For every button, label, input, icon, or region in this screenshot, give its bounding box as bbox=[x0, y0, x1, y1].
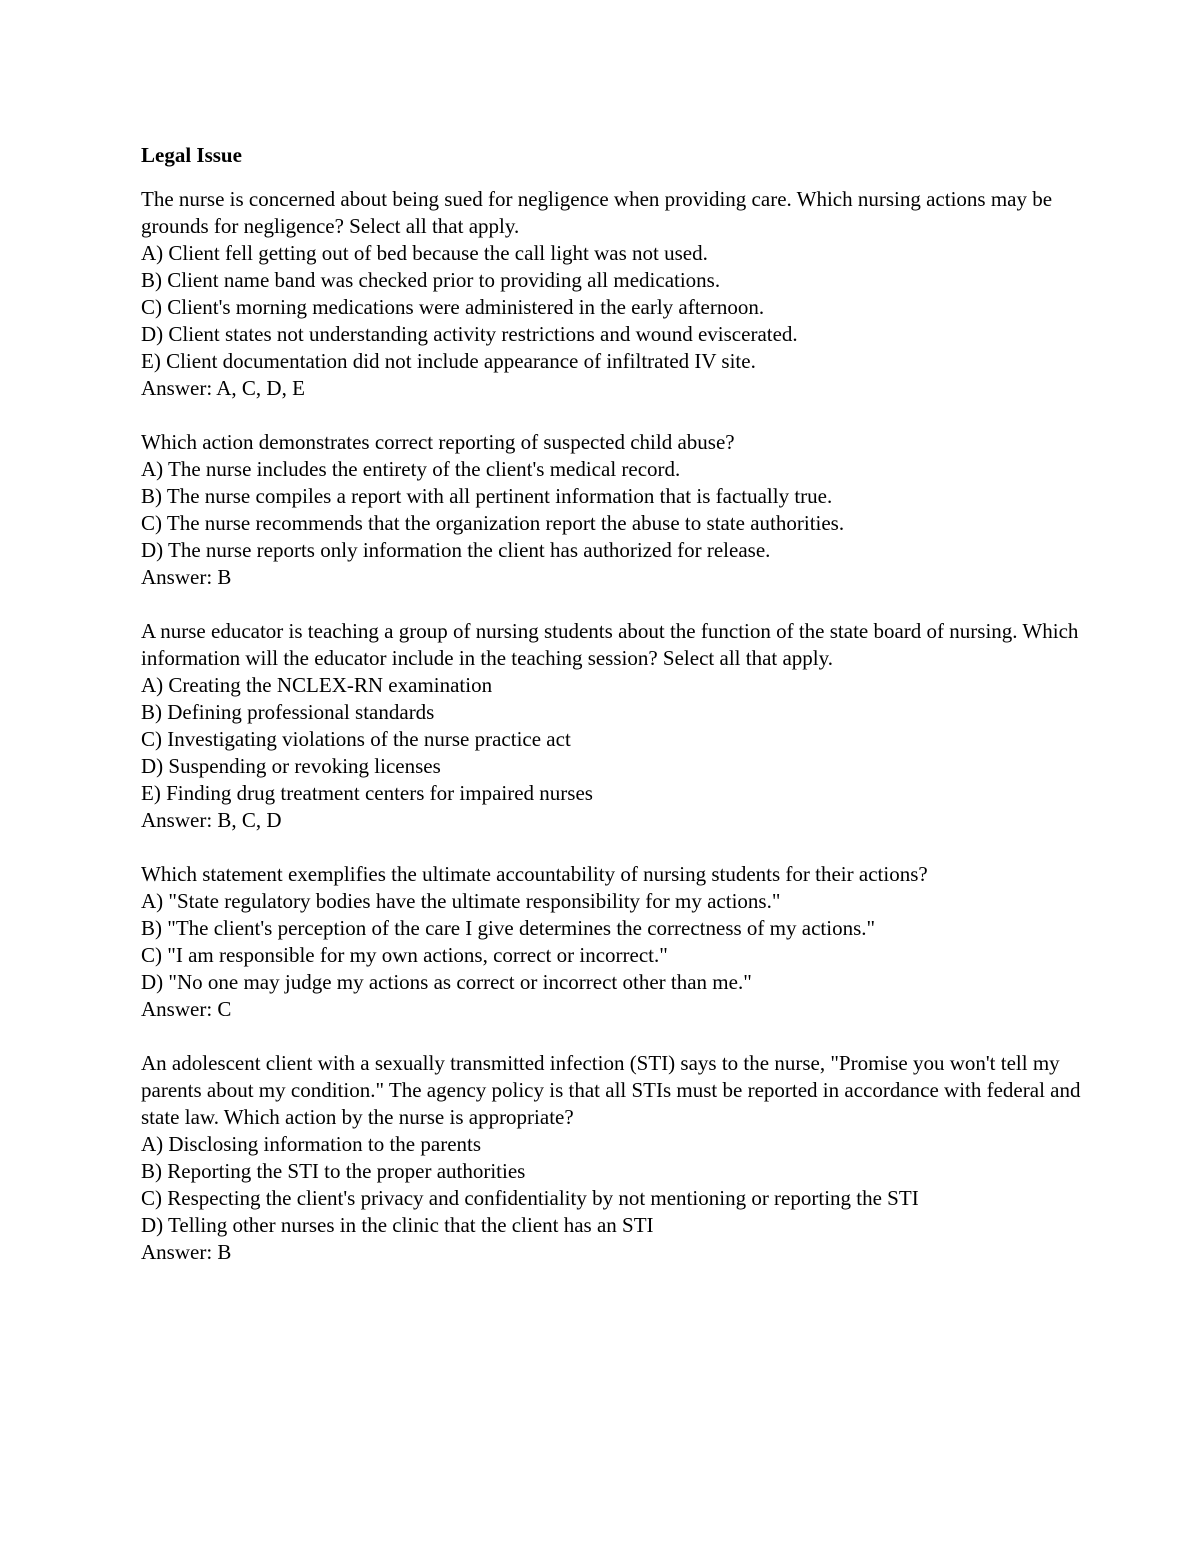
answer-option: B) "The client's perception of the care I give determines the correctness of my actions." bbox=[141, 916, 876, 940]
question-3 bbox=[141, 618, 1081, 834]
answer-option: B) Reporting the STI to the proper authorities bbox=[141, 1159, 526, 1183]
answer-option: A) Creating the NCLEX-RN examination bbox=[141, 673, 493, 697]
answer-option: A) Client fell getting out of bed because the call light was not used. bbox=[141, 241, 708, 265]
answer-key: Answer: B bbox=[141, 565, 232, 589]
answer-option: E) Client documentation did not include appearance of infiltrated IV site. bbox=[141, 349, 756, 373]
answer-key: Answer: B bbox=[141, 1240, 232, 1264]
question-1 bbox=[141, 186, 1081, 402]
answer-option: D) The nurse reports only information the client has authorized for release. bbox=[141, 538, 771, 562]
answer-option: C) Client's morning medications were administered in the early afternoon. bbox=[141, 295, 765, 319]
answer-option: D) Suspending or revoking licenses bbox=[141, 754, 441, 778]
answer-option: D) Client states not understanding activity restrictions and wound eviscerated. bbox=[141, 322, 798, 346]
answer-option: A) The nurse includes the entirety of the client's medical record. bbox=[141, 457, 681, 481]
question-stem: The nurse is concerned about being sued for negligence when providing care. Which nursing actions may be grounds for negligence? Select all that apply. bbox=[141, 187, 1053, 238]
answer-key: Answer: B, C, D bbox=[141, 808, 282, 832]
answer-option: C) Respecting the client's privacy and confidentiality by not mentioning or reporting the STI bbox=[141, 1186, 919, 1210]
answer-option: A) Disclosing information to the parents bbox=[141, 1132, 482, 1156]
question-2 bbox=[141, 429, 1081, 591]
answer-option: E) Finding drug treatment centers for impaired nurses bbox=[141, 781, 593, 805]
answer-option: B) Defining professional standards bbox=[141, 700, 435, 724]
answer-option: A) "State regulatory bodies have the ultimate responsibility for my actions." bbox=[141, 889, 781, 913]
question-4 bbox=[141, 861, 1081, 1023]
question-stem: An adolescent client with a sexually transmitted infection (STI) says to the nurse, "Promise you won't tell my parents about my condition." The agency policy is that all STIs must be reported in accordance with federal and state law. Which action by the nurse is appropriate? bbox=[141, 1051, 1081, 1129]
answer-key: Answer: A, C, D, E bbox=[141, 376, 305, 400]
answer-option: C) "I am responsible for my own actions, correct or incorrect." bbox=[141, 943, 668, 967]
answer-option: B) Client name band was checked prior to providing all medications. bbox=[141, 268, 721, 292]
answer-option: C) Investigating violations of the nurse practice act bbox=[141, 727, 571, 751]
answer-option: C) The nurse recommends that the organization report the abuse to state authorities. bbox=[141, 511, 845, 535]
document-page bbox=[141, 142, 1081, 1293]
answer-option: D) "No one may judge my actions as correct or incorrect other than me." bbox=[141, 970, 752, 994]
question-5 bbox=[141, 1050, 1081, 1266]
answer-key: Answer: C bbox=[141, 997, 232, 1021]
answer-option: D) Telling other nurses in the clinic that the client has an STI bbox=[141, 1213, 654, 1237]
document-title: Legal Issue bbox=[141, 143, 242, 167]
answer-option: B) The nurse compiles a report with all pertinent information that is factually true. bbox=[141, 484, 833, 508]
question-stem: Which statement exemplifies the ultimate accountability of nursing students for their actions? bbox=[141, 862, 928, 886]
question-stem: A nurse educator is teaching a group of nursing students about the function of the state board of nursing. Which information will the educator include in the teaching session? Select all that apply. bbox=[141, 619, 1079, 670]
question-stem: Which action demonstrates correct reporting of suspected child abuse? bbox=[141, 430, 735, 454]
